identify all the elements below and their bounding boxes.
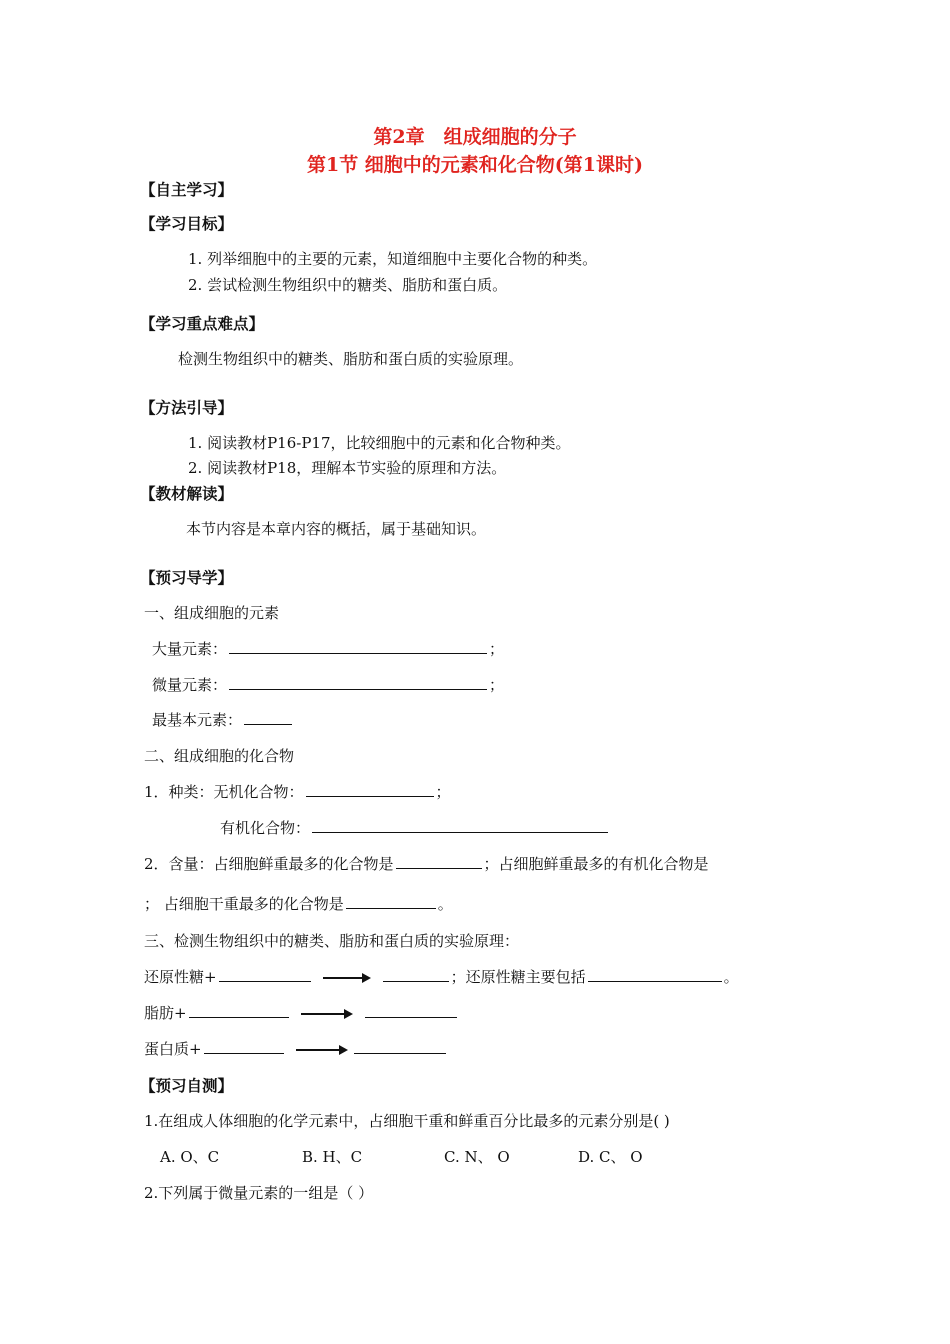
micro-element-label: 微量元素： (152, 676, 228, 694)
content-mid-label: ；占细胞鲜重最多的有机化合物是 (483, 855, 709, 873)
macro-element-row (152, 638, 504, 659)
preview-part3: 三、检测生物组织中的糖类、脂肪和蛋白质的实验原理： (144, 932, 520, 950)
content-label: 2．含量：占细胞鲜重最多的化合物是 (144, 855, 394, 873)
textbook-text: 本节内容是本章内容的概括，属于基础知识。 (186, 520, 487, 538)
question-2: 2.下列属于微量元素的一组是（ ） (144, 1184, 374, 1202)
reaction-arrow-icon (323, 977, 369, 979)
preview-part1: 一、组成细胞的元素 (144, 604, 280, 622)
macro-element-blank[interactable] (229, 652, 487, 654)
objective-item-2: 2. 尝试检测生物组织中的糖类、脂肪和蛋白质。 (188, 276, 508, 294)
reducing-mid-label: ；还原性糖主要包括 (450, 968, 586, 986)
semicolon: ； (489, 640, 505, 658)
period: 。 (723, 968, 739, 986)
micro-element-row (152, 674, 504, 695)
fat-row (144, 1002, 459, 1023)
self-study-heading: 【自主学习】 (140, 180, 234, 199)
fat-label: 脂肪+ (144, 1004, 187, 1022)
protein-result-blank[interactable] (354, 1052, 446, 1054)
method-item-2: 2. 阅读教材P18，理解本节实验的原理和方法。 (188, 459, 507, 477)
reducing-types-blank[interactable] (588, 980, 722, 982)
reducing-reagent-blank[interactable] (219, 980, 311, 982)
method-item-1: 1. 阅读教材P16-P17，比较细胞中的元素和化合物种类。 (188, 434, 571, 452)
basic-element-row (152, 709, 294, 730)
question-1-option-a[interactable]: A. O、C (160, 1148, 220, 1166)
macro-element-label: 大量元素： (152, 640, 228, 658)
protein-label: 蛋白质+ (144, 1040, 202, 1058)
organic-label: 有机化合物： (220, 819, 311, 837)
basic-element-label: 最基本元素： (152, 711, 243, 729)
content-line2-label: ； 占细胞干重最多的化合物是 (144, 895, 344, 913)
reaction-arrow-icon (296, 1049, 346, 1051)
semicolon: ； (435, 783, 451, 801)
inorganic-blank[interactable] (306, 795, 434, 797)
basic-element-blank[interactable] (244, 723, 292, 725)
question-1: 1.在组成人体细胞的化学元素中，占细胞干重和鲜重百分比最多的元素分别是( ) (144, 1112, 670, 1130)
reducing-result-blank[interactable] (383, 980, 449, 982)
content-row-2 (144, 893, 453, 914)
micro-element-blank[interactable] (229, 688, 487, 690)
self-test-heading: 【预习自测】 (140, 1076, 234, 1095)
section-title: 第1节 细胞中的元素和化合物(第1课时) (306, 154, 644, 176)
protein-reagent-blank[interactable] (204, 1052, 284, 1054)
reaction-arrow-icon (301, 1013, 351, 1015)
reducing-sugar-label: 还原性糖+ (144, 968, 217, 986)
preview-part2: 二、组成细胞的化合物 (144, 747, 295, 765)
fresh-weight-compound-blank[interactable] (396, 867, 482, 869)
period: 。 (437, 895, 453, 913)
objectives-heading: 【学习目标】 (140, 214, 234, 233)
question-1-option-b[interactable]: B. H、C (302, 1148, 363, 1166)
content-row (144, 853, 709, 874)
reducing-sugar-row (144, 966, 739, 987)
objective-item-1: 1. 列举细胞中的主要的元素，知道细胞中主要化合物的种类。 (188, 250, 598, 268)
semicolon: ； (489, 676, 505, 694)
chapter-title: 第2章 组成细胞的分子 (373, 126, 577, 148)
question-1-option-d[interactable]: D. C、 O (578, 1148, 643, 1166)
inorganic-label: 1．种类：无机化合物： (144, 783, 304, 801)
protein-row (144, 1038, 448, 1059)
textbook-heading: 【教材解读】 (140, 484, 234, 503)
key-points-text: 检测生物组织中的糖类、脂肪和蛋白质的实验原理。 (178, 350, 524, 368)
fat-result-blank[interactable] (365, 1016, 457, 1018)
fat-reagent-blank[interactable] (189, 1016, 289, 1018)
organic-row (220, 817, 610, 838)
kinds-row (144, 781, 451, 802)
organic-blank[interactable] (312, 831, 608, 833)
method-heading: 【方法引导】 (140, 398, 234, 417)
dry-weight-compound-blank[interactable] (346, 907, 436, 909)
key-points-heading: 【学习重点难点】 (140, 314, 265, 333)
question-1-option-c[interactable]: C. N、 O (444, 1148, 510, 1166)
preview-heading: 【预习导学】 (140, 568, 234, 587)
